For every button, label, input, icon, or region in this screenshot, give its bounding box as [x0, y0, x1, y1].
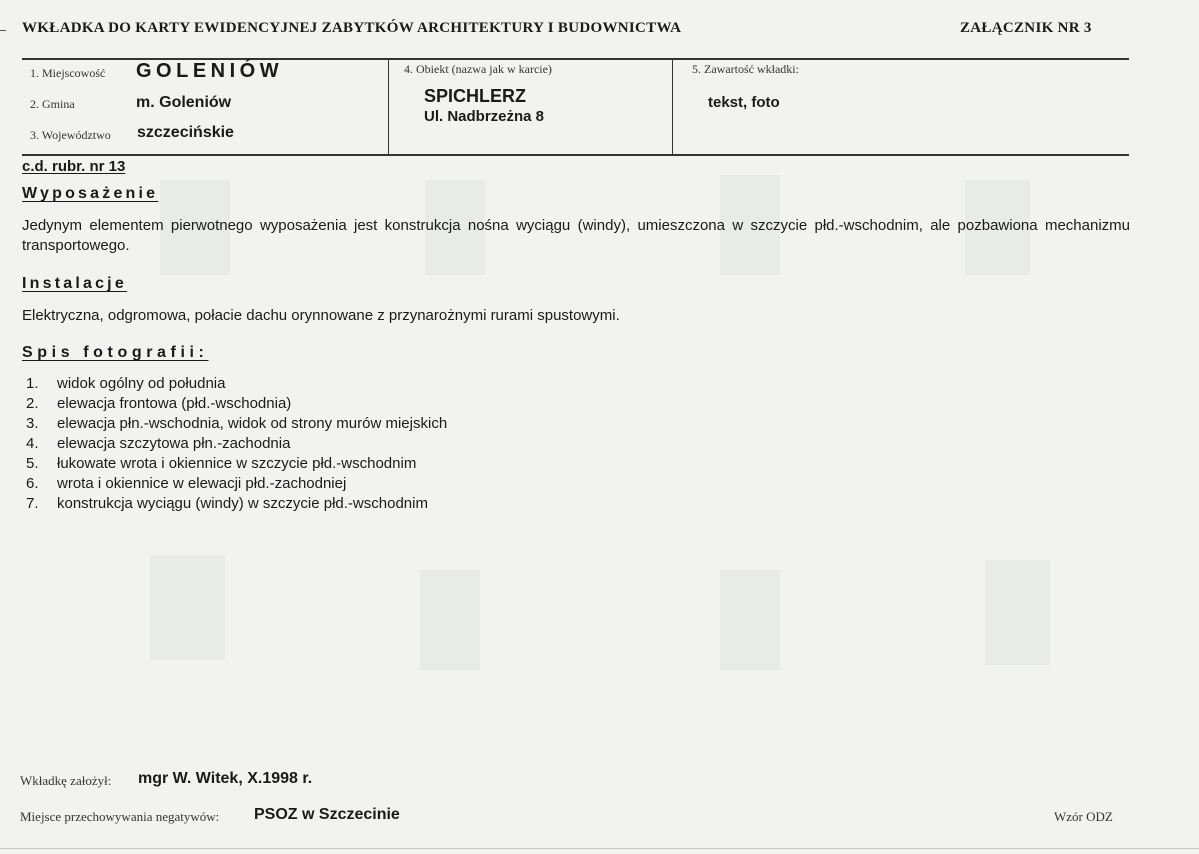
section-wyposazenie-title: Wyposażenie [22, 185, 159, 202]
author-value: mgr W. Witek, X.1998 r. [138, 770, 313, 787]
field-gmina-value: m. Goleniów [136, 94, 232, 111]
author-label: Wkładkę założył: [20, 773, 112, 788]
document-title: WKŁADKA DO KARTY EWIDENCYJNEJ ZABYTKÓW ARCHITEKTURY I BUDOWNICTWA [22, 20, 682, 36]
field-miejscowosc-value: GOLENIÓW [136, 60, 284, 82]
storage-label: Miejsce przechowywania negatywów: [20, 809, 220, 824]
background-shade [720, 570, 780, 670]
section-instalacje-text: Elektryczna, odgromowa, połacie dachu orynnowane z przynarożnymi rurami spustowymi. [22, 307, 620, 324]
photo-number: 4. [26, 435, 39, 452]
list-item [22, 394, 447, 414]
continuation-label: c.d. rubr. nr 13 [22, 158, 126, 175]
photo-description: widok ogólny od południa [57, 375, 226, 392]
field-obiekt-label: 4. Obiekt (nazwa jak w karcie) [404, 62, 552, 76]
field-wojewodztwo-value: szczecińskie [137, 124, 234, 141]
form-divider-1 [388, 59, 389, 155]
list-item [22, 454, 447, 474]
photo-number: 7. [26, 495, 39, 512]
field-obiekt-name: SPICHLERZ [424, 86, 527, 106]
annex-number: ZAŁĄCZNIK NR 3 [960, 20, 1092, 36]
photo-description: konstrukcja wyciągu (windy) w szczycie płd.-wschodnim [57, 495, 428, 512]
list-item [22, 494, 447, 514]
photo-description: elewacja szczytowa płn.-zachodnia [57, 435, 291, 452]
list-item [22, 474, 447, 494]
field-gmina-label: 2. Gmina [30, 97, 75, 111]
section-spis-title: Spis fotografii: [22, 344, 209, 361]
storage-value: PSOZ w Szczecinie [254, 806, 400, 823]
background-shade [420, 570, 480, 670]
photo-number: 2. [26, 395, 39, 412]
photo-description: elewacja płn.-wschodnia, widok od strony murów miejskich [57, 415, 448, 432]
list-item [22, 374, 447, 394]
photo-description: wrota i okiennice w elewacji płd.-zachodniej [57, 475, 347, 492]
photo-number: 3. [26, 415, 39, 432]
list-item [22, 414, 447, 434]
form-divider-2 [672, 59, 673, 155]
form-bottom-border [22, 154, 1129, 156]
background-shade [150, 555, 225, 660]
field-obiekt-address: Ul. Nadbrzeżna 8 [424, 108, 545, 125]
list-item [22, 434, 447, 454]
section-wyposazenie-text: Jedynym elementem pierwotnego wyposażenia jest konstrukcja nośna wyciągu (windy), umieszczona w szczycie płd.-wschodnim, ale pozbawiona mechanizmu transportowego. [22, 217, 1130, 254]
template-label: Wzór ODZ [1054, 809, 1113, 824]
photo-description: elewacja frontowa (płd.-wschodnia) [57, 395, 292, 412]
photo-number: 5. [26, 455, 39, 472]
scan-edge-line [0, 848, 1199, 849]
field-zawartosc-value: tekst, foto [708, 94, 780, 111]
scan-edge-line [0, 30, 6, 31]
field-wojewodztwo-label: 3. Województwo [30, 128, 111, 142]
field-zawartosc-label: 5. Zawartość wkładki: [692, 62, 799, 76]
field-miejscowosc-label: 1. Miejscowość [30, 66, 106, 80]
photo-number: 6. [26, 475, 39, 492]
background-shade [985, 560, 1050, 665]
photo-description: łukowate wrota i okiennice w szczycie płd.-wschodnim [57, 455, 417, 472]
section-instalacje-title: Instalacje [22, 275, 127, 292]
photo-number: 1. [26, 375, 39, 392]
photo-list [22, 374, 447, 514]
